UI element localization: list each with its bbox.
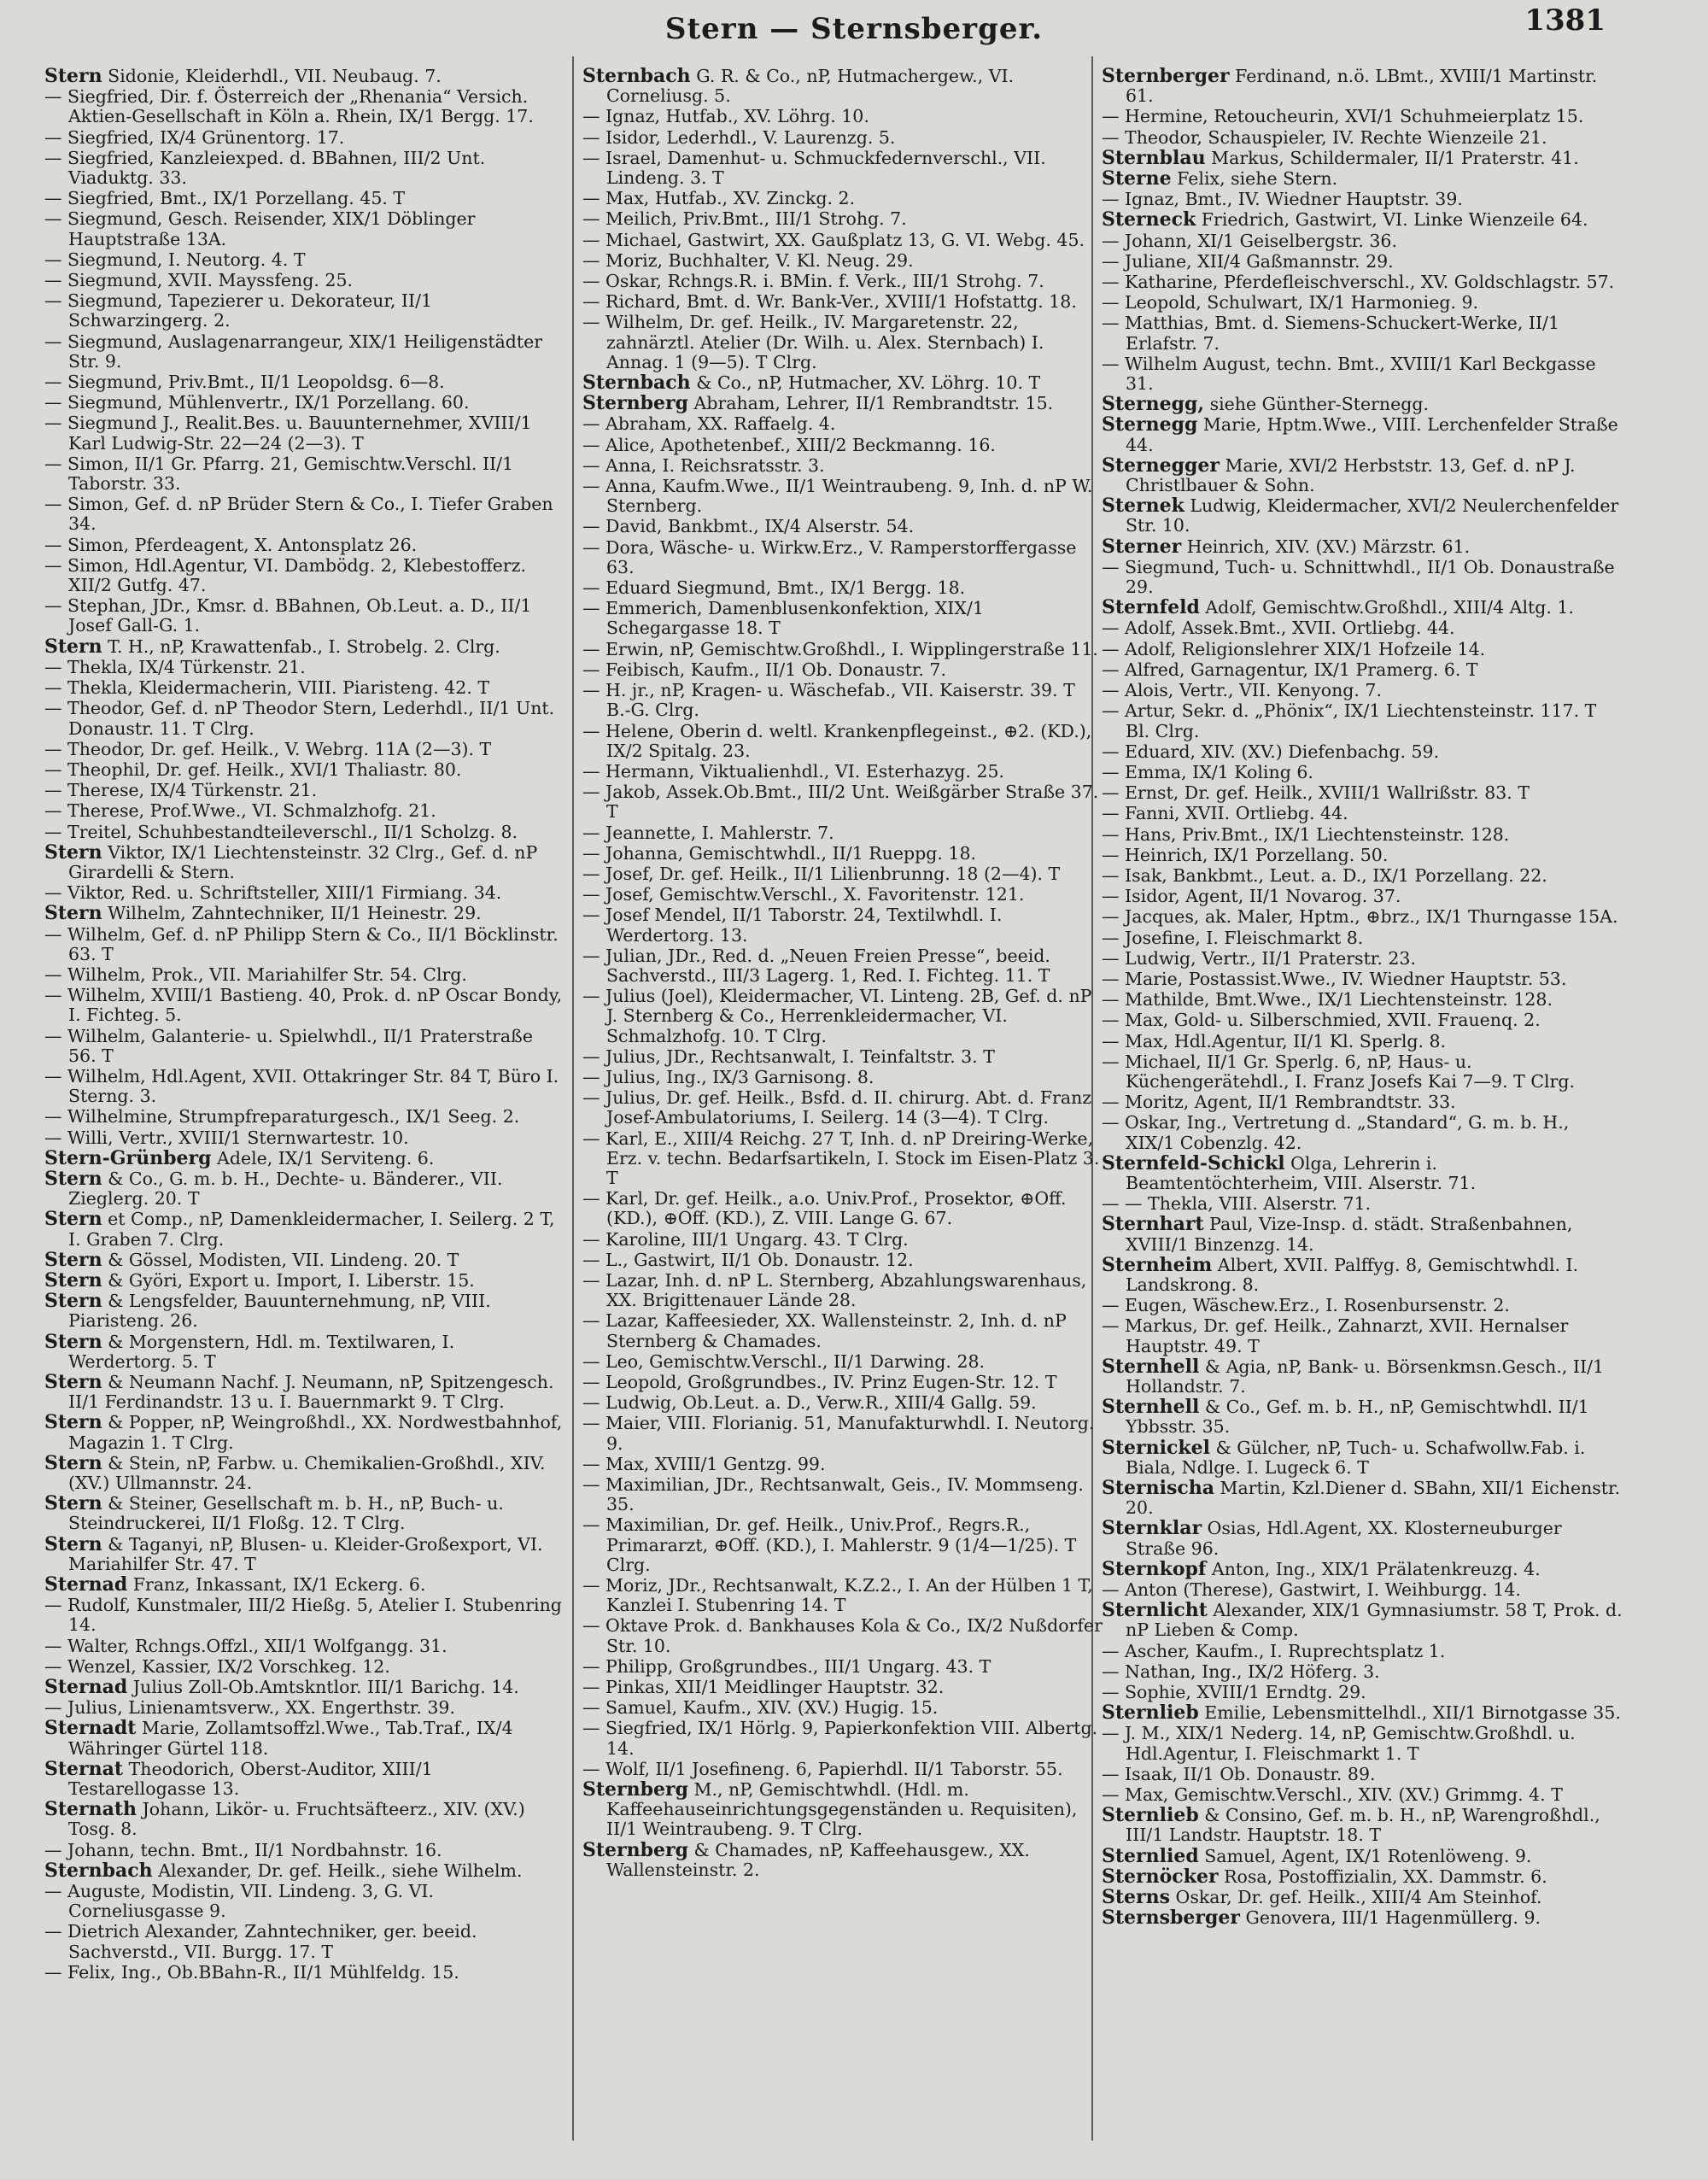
directory-entry: — Ignaz, Hutfab., XV. Löhrg. 10. bbox=[582, 106, 869, 127]
directory-entry: Sternat Theodorich, Oberst-Auditor, XIII/1 Testarellogasse 13. bbox=[44, 1757, 433, 1800]
directory-entry: — Michael, II/1 Gr. Sperlg. 6, nP, Haus- u. Küchengerätehdl., I. Franz Josefs Kai 7—9. T Clrg. bbox=[1102, 1051, 1575, 1092]
directory-entry: — Helene, Oberin d. weltl. Krankenpflegeinst., ⊕2. (KD.), IX/2 Spitalg. 23. bbox=[582, 720, 1092, 761]
directory-entry: — Siegmund, Gesch. Reisender, XIX/1 Döblinger Hauptstraße 13A. bbox=[44, 208, 476, 249]
directory-entry: Sternad Franz, Inkassant, IX/1 Eckerg. 6. bbox=[44, 1573, 426, 1596]
directory-entry: — Katharine, Pferdefleischverschl., XV. Goldschlagstr. 57. bbox=[1102, 272, 1615, 293]
directory-entry: — Simon, Hdl.Agentur, VI. Dambödg. 2, Klebestofferz. XII/2 Gutfg. 47. bbox=[44, 554, 527, 596]
directory-entry: — Maximilian, JDr., Rechtsanwalt, Geis., IV. Mommseng. 35. bbox=[582, 1474, 1084, 1515]
directory-entry: — Eduard Siegmund, Bmt., IX/1 Bergg. 18. bbox=[582, 577, 966, 599]
directory-entry: Sternegger Marie, XVI/2 Herbststr. 13, Gef. d. nP J. Christlbauer & Sohn. bbox=[1102, 454, 1576, 496]
directory-entry: — Richard, Bmt. d. Wr. Bank-Ver., XVIII/1 Hofstattg. 18. bbox=[582, 291, 1077, 313]
directory-entry: — Thekla, Kleidermacherin, VIII. Piaristeng. 42. T bbox=[44, 677, 490, 699]
directory-entry: — Willi, Vertr., XVIII/1 Sternwartestr. 10. bbox=[44, 1127, 409, 1148]
directory-entry: — Heinrich, IX/1 Porzellang. 50. bbox=[1102, 844, 1389, 865]
directory-entry: — Siegmund, I. Neutorg. 4. T bbox=[44, 249, 306, 270]
directory-entry: Stern & Lengsfelder, Bauunternehmung, nP, VIII. Piaristeng. 26. bbox=[44, 1290, 491, 1332]
directory-entry: — Wilhelm, XVIII/1 Bastieng. 40, Prok. d. nP Oscar Bondy, I. Fichteg. 5. bbox=[44, 985, 563, 1026]
directory-entry: — Karoline, III/1 Ungarg. 43. T Clrg. bbox=[582, 1228, 909, 1250]
directory-entry: — Marie, Postassist.Wwe., IV. Wiedner Hauptstr. 53. bbox=[1102, 968, 1567, 989]
directory-entry: — Leopold, Schulwart, IX/1 Harmonieg. 9. bbox=[1102, 292, 1479, 313]
directory-entry: Sterne Felix, siehe Stern. bbox=[1102, 167, 1338, 190]
directory-entry: — Oskar, Ing., Vertretung d. „Standard“, G. m. b. H., XIX/1 Cobenzlg. 42. bbox=[1102, 1112, 1570, 1153]
directory-entry: Sternsberger Genovera, III/1 Hagenmüllerg. 9. bbox=[1102, 1907, 1541, 1930]
directory-entry: — Felix, Ing., Ob.BBahn-R., II/1 Mühlfeldg. 15. bbox=[44, 1961, 459, 1983]
directory-entry: — Wilhelmine, Strumpfreparaturgesch., IX/1 Seeg. 2. bbox=[44, 1106, 520, 1128]
directory-entry: — Max, Hutfab., XV. Zinckg. 2. bbox=[582, 188, 856, 209]
directory-entry: — Treitel, Schuhbestandteileverschl., II/1 Scholzg. 8. bbox=[44, 821, 518, 842]
directory-entry: — Siegmund, Auslagenarrangeur, XIX/1 Heiligenstädter Str. 9. bbox=[44, 331, 543, 372]
directory-entry: Sterneck Friedrich, Gastwirt, VI. Linke Wienzeile 64. bbox=[1102, 208, 1588, 231]
directory-entry: — Leopold, Großgrundbes., IV. Prinz Eugen-Str. 12. T bbox=[582, 1372, 1057, 1392]
directory-entry: — Viktor, Red. u. Schriftsteller, XIII/1 Firmiang. 34. bbox=[44, 882, 502, 904]
directory-entry: Sternberger Ferdinand, n.ö. LBmt., XVIII/1 Martinstr. 61. bbox=[1102, 67, 1598, 107]
directory-entry: — Abraham, XX. Raffaelg. 4. bbox=[582, 413, 836, 435]
directory-entry: — — Thekla, VIII. Alserstr. 71. bbox=[1102, 1193, 1372, 1215]
directory-entry: — Alfred, Garnagentur, IX/1 Pramerg. 6. T bbox=[1102, 659, 1478, 680]
directory-entry: — Moriz, JDr., Rechtsanwalt, K.Z.2., I. An der Hülben 1 T, Kanzlei I. Stubenring 14. T bbox=[582, 1575, 1093, 1616]
directory-entry: — Dietrich Alexander, Zahntechniker, ger. beeid. Sachverstd., VII. Burgg. 17. T bbox=[44, 1921, 477, 1962]
directory-entry: Sternhell & Co., Gef. m. b. H., nP, Gemischtwhdl. II/1 Ybbsstr. 35. bbox=[1102, 1396, 1589, 1438]
directory-entry: — Johann, XI/1 Geiselbergstr. 36. bbox=[1102, 230, 1397, 251]
directory-entry: Stern & Steiner, Gesellschaft m. b. H., nP, Buch- u. Steindruckerei, II/1 Floßg. 12. T Clrg. bbox=[44, 1492, 504, 1534]
directory-entry: Sternbach & Co., nP, Hutmacher, XV. Löhrg. 10. T bbox=[582, 372, 1041, 395]
directory-entry: Sternberg & Chamades, nP, Kaffeehausgew., XX. Wallensteinstr. 2. bbox=[582, 1838, 1030, 1880]
directory-entry: — Simon, Pferdeagent, X. Antonsplatz 26. bbox=[44, 534, 418, 555]
directory-entry: — Isak, Bankbmt., Leut. a. D., IX/1 Porzellang. 22. bbox=[1102, 864, 1547, 886]
directory-entry: Sternhart Paul, Vize-Insp. d. städt. Straßenbahnen, XVIII/1 Binzenzg. 14. bbox=[1102, 1213, 1573, 1255]
directory-entry: — Hans, Priv.Bmt., IX/1 Liechtensteinstr. 128. bbox=[1102, 823, 1510, 845]
directory-entry: — Emmerich, Damenblusenkonfektion, XIX/1 Schegargasse 18. T bbox=[582, 598, 984, 639]
directory-entry: — Max, XVIII/1 Gentzg. 99. bbox=[582, 1453, 826, 1474]
directory-entry: — Adolf, Assek.Bmt., XVII. Ortliebg. 44. bbox=[1102, 618, 1455, 639]
directory-entry: Stern & Gössel, Modisten, VII. Lindeng. 20. T bbox=[44, 1248, 459, 1271]
directory-entry: Stern Sidonie, Kleiderhdl., VII. Neubaug. 7. bbox=[44, 67, 442, 87]
directory-entry: — Lazar, Kaffeesieder, XX. Wallensteinstr. 2, Inh. d. nP Sternberg & Chamades. bbox=[582, 1310, 1067, 1351]
directory-entry: Sternlicht Alexander, XIX/1 Gymnasiumstr. 58 T, Prok. d. nP Lieben & Comp. bbox=[1102, 1599, 1623, 1641]
directory-entry: — J. M., XIX/1 Nederg. 14, nP, Gemischtw.Großhdl. u. Hdl.Agentur, I. Fleischmarkt 1. T bbox=[1102, 1723, 1576, 1764]
directory-entry: Sternbach G. R. & Co., nP, Hutmachergew., VI. Corneliusg. 5. bbox=[582, 67, 1015, 107]
directory-entry: — Emma, IX/1 Koling 6. bbox=[1102, 761, 1313, 782]
directory-entry: — Therese, IX/4 Türkenstr. 21. bbox=[44, 780, 318, 801]
directory-entry: — Siegmund, Priv.Bmt., II/1 Leopoldsg. 6—8. bbox=[44, 372, 445, 393]
directory-entry: — Dora, Wäsche- u. Wirkw.Erz., V. Ramperstorffergasse 63. bbox=[582, 536, 1077, 577]
directory-entry: — Maximilian, Dr. gef. Heilk., Univ.Prof., Regrs.R., Primararzt, ⊕Off. (KD.), I. Mahlerstr. 9 (1/4—1/25). T Clrg. bbox=[582, 1514, 1077, 1575]
directory-entry: — Siegfried, IX/4 Grünentorg. 17. bbox=[44, 126, 345, 148]
directory-entry: Sternöcker Rosa, Postoffizialin, XX. Dammstr. 6. bbox=[1102, 1865, 1547, 1888]
directory-entry: — Meilich, Priv.Bmt., III/1 Strohg. 7. bbox=[582, 208, 907, 230]
directory-entry: — Siegfried, IX/1 Hörlg. 9, Papierkonfektion VIII. Albertg. 14. bbox=[582, 1718, 1098, 1759]
directory-entry: — Oktave Prok. d. Bankhauses Kola & Co., IX/2 Nußdorfer Str. 10. bbox=[582, 1615, 1103, 1656]
directory-entry: — Julius, Ing., IX/3 Garnisong. 8. bbox=[582, 1066, 874, 1087]
directory-entry: — Wilhelm, Prok., VII. Mariahilfer Str. 54. Clrg. bbox=[44, 964, 467, 985]
directory-entry: Stern & Stein, nP, Farbw. u. Chemikalien-Großhdl., XIV. (XV.) Ullmannstr. 24. bbox=[44, 1451, 546, 1494]
directory-entry: — Wilhelm, Hdl.Agent, XVII. Ottakringer Str. 84 T, Büro I. Sterng. 3. bbox=[44, 1065, 559, 1107]
directory-entry: — Johann, techn. Bmt., II/1 Nordbahnstr. 16. bbox=[44, 1839, 442, 1860]
directory-entry: — Theodor, Schauspieler, IV. Rechte Wienzeile 21. bbox=[1102, 126, 1547, 148]
directory-entry: — David, Bankbmt., IX/4 Alserstr. 54. bbox=[582, 516, 915, 537]
directory-entry: — Josef, Gemischtw.Verschl., X. Favoritenstr. 121. bbox=[582, 884, 1025, 905]
directory-entry: Sternberg Abraham, Lehrer, II/1 Rembrandtstr. 15. bbox=[582, 392, 1054, 415]
directory-entry: — Siegmund, Tuch- u. Schnittwhdl., II/1 Ob. Donaustraße 29. bbox=[1102, 556, 1615, 598]
directory-entry: — Auguste, Modistin, VII. Lindeng. 3, G. VI. Corneliusgasse 9. bbox=[44, 1881, 435, 1922]
directory-entry: — Karl, Dr. gef. Heilk., a.o. Univ.Prof., Prosektor, ⊕Off. (KD.), ⊕Off. (KD.), Z. VIII. Lange G. 67. bbox=[582, 1188, 1067, 1229]
directory-entry: — Theodor, Gef. d. nP Theodor Stern, Lederhdl., II/1 Unt. Donaustr. 11. T Clrg. bbox=[44, 698, 555, 739]
column-right bbox=[1102, 67, 1623, 2168]
directory-entry: — Oskar, Rchngs.R. i. BMin. f. Verk., III/1 Strohg. 7. bbox=[582, 271, 1044, 292]
directory-entry: — Max, Gold- u. Silberschmied, XVII. Frauenq. 2. bbox=[1102, 1010, 1541, 1031]
page-number: 1381 bbox=[1524, 3, 1606, 38]
directory-entry: — Maier, VIII. Florianig. 51, Manufakturwhdl. I. Neutorg. 9. bbox=[582, 1413, 1095, 1454]
directory-entry: — Adolf, Religionslehrer XIX/1 Hofzeile 14. bbox=[1102, 638, 1486, 659]
directory-entry: Stern & Taganyi, nP, Blusen- u. Kleider-Großexport, VI. Mariahilfer Str. 47. T bbox=[44, 1532, 543, 1574]
directory-entry: Sternegg Marie, Hptm.Wwe., VIII. Lerchenfelder Straße 44. bbox=[1102, 413, 1618, 455]
directory-entry: Sternickel & Gülcher, nP, Tuch- u. Schafwollw.Fab. i. Biala, Ndlge. I. Lugeck 6. T bbox=[1102, 1436, 1586, 1478]
directory-entry: — Wolf, II/1 Josefineng. 6, Papierhdl. II/1 Taborstr. 55. bbox=[582, 1758, 1063, 1779]
directory-entry: — Thekla, IX/4 Türkenstr. 21. bbox=[44, 656, 306, 677]
directory-entry: — H. jr., nP, Kragen- u. Wäschefab., VII. Kaiserstr. 39. T B.-G. Clrg. bbox=[582, 680, 1075, 721]
directory-entry: — Anna, Kaufm.Wwe., II/1 Weintraubeng. 9, Inh. d. nP W. Sternberg. bbox=[582, 476, 1093, 517]
directory-entry: Sternlieb Emilie, Lebensmittelhdl., XII/1 Birnotgasse 35. bbox=[1102, 1702, 1621, 1725]
directory-entry: — Ernst, Dr. gef. Heilk., XVIII/1 Wallrißstr. 83. T bbox=[1102, 782, 1530, 804]
directory-entry: — Stephan, JDr., Kmsr. d. BBahnen, Ob.Leut. a. D., II/1 Josef Gall-G. 1. bbox=[44, 595, 532, 636]
directory-entry: Stern Wilhelm, Zahntechniker, II/1 Heinestr. 29. bbox=[44, 902, 482, 925]
directory-entry: Sternfeld-Schickl Olga, Lehrerin i. Beamtentöchterheim, VIII. Alserstr. 71. bbox=[1102, 1151, 1477, 1193]
directory-entry: — Siegmund, XVII. Mayssfeng. 25. bbox=[44, 270, 354, 291]
directory-entry: — Hermann, Viktualienhdl., VI. Esterhazyg. 25. bbox=[582, 760, 1005, 782]
directory-entry: — Max, Hdl.Agentur, II/1 Kl. Sperlg. 8. bbox=[1102, 1030, 1447, 1051]
directory-entry: — Josef, Dr. gef. Heilk., II/1 Lilienbrunng. 18 (2—4). T bbox=[582, 863, 1061, 884]
column-divider bbox=[572, 56, 574, 2141]
directory-entry: Sternadt Marie, Zollamtsoffzl.Wwe., Tab.Traf., IX/4 Währinger Gürtel 118. bbox=[44, 1717, 513, 1759]
directory-entry: — Wilhelm, Galanterie- u. Spielwhdl., II/1 Praterstraße 56. T bbox=[44, 1025, 533, 1066]
directory-entry: Sternfeld Adolf, Gemischtw.Großhdl., XIII/4 Altg. 1. bbox=[1102, 596, 1574, 619]
directory-entry: — Karl, E., XIII/4 Reichg. 27 T, Inh. d. nP Dreiring-Werke, Erz. v. techn. Bedarfsartikeln, I. Stock im Eisen-Platz 3. T bbox=[582, 1128, 1100, 1188]
directory-entry: — Nathan, Ing., IX/2 Höferg. 3. bbox=[1102, 1661, 1380, 1682]
directory-entry: — Markus, Dr. gef. Heilk., Zahnarzt, XVII. Hernalser Hauptstr. 49. T bbox=[1102, 1315, 1569, 1356]
directory-entry: — Ludwig, Ob.Leut. a. D., Verw.R., XIII/4 Gallg. 59. bbox=[582, 1392, 1037, 1414]
directory-entry: Stern & Morgenstern, Hdl. m. Textilwaren, I. Werdertorg. 5. T bbox=[44, 1330, 455, 1372]
directory-entry: Stern & Popper, nP, Weingroßhdl., XX. Nordwestbahnhof, Magazin 1. T Clrg. bbox=[44, 1411, 563, 1453]
directory-entry: — Mathilde, Bmt.Wwe., IX/1 Liechtensteinstr. 128. bbox=[1102, 989, 1553, 1010]
directory-entry: — Philipp, Großgrundbes., III/1 Ungarg. 43. T bbox=[582, 1655, 991, 1677]
directory-entry: — Siegmund J., Realit.Bes. u. Bauunternehmer, XVIII/1 Karl Ludwig-Str. 22—24 (2—3). T bbox=[44, 413, 532, 454]
directory-entry: — Julian, JDr., Red. d. „Neuen Freien Presse“, beeid. Sachverstd., III/3 Lagerg. 1, Red. I. Fichteg. 11. T bbox=[582, 945, 1050, 986]
directory-entry: — Therese, Prof.Wwe., VI. Schmalzhofg. 21. bbox=[44, 800, 436, 822]
directory-entry: Sternklar Osias, Hdl.Agent, XX. Klosterneuburger Straße 96. bbox=[1102, 1517, 1562, 1559]
directory-entry: — Eugen, Wäschew.Erz., I. Rosenbursenstr. 2. bbox=[1102, 1295, 1510, 1316]
directory-entry: — Eduard, XIV. (XV.) Diefenbachg. 59. bbox=[1102, 741, 1440, 762]
directory-entry: — Isidor, Lederhdl., V. Laurenzg. 5. bbox=[582, 126, 896, 148]
directory-entry: — Ascher, Kaufm., I. Ruprechtsplatz 1. bbox=[1102, 1640, 1446, 1661]
directory-entry: — Moritz, Agent, II/1 Rembrandtstr. 33. bbox=[1102, 1092, 1456, 1113]
directory-entry: Sternbach Alexander, Dr. gef. Heilk., siehe Wilhelm. bbox=[44, 1859, 523, 1882]
directory-entry: — Moriz, Buchhalter, V. Kl. Neug. 29. bbox=[582, 249, 914, 271]
directory-entry: — Walter, Rchngs.Offzl., XII/1 Wolfgangg. 31. bbox=[44, 1635, 447, 1656]
directory-entry: — Isaak, II/1 Ob. Donaustr. 89. bbox=[1102, 1763, 1376, 1784]
directory-entry: Sternblau Markus, Schildermaler, II/1 Praterstr. 41. bbox=[1102, 146, 1579, 169]
directory-entry: — Israel, Damenhut- u. Schmuckfedernverschl., VII. Lindeng. 3. T bbox=[582, 147, 1046, 189]
column-left bbox=[44, 67, 565, 2168]
directory-entry: — L., Gastwirt, II/1 Ob. Donaustr. 12. bbox=[582, 1249, 914, 1270]
directory-entry: — Feibisch, Kaufm., II/1 Ob. Donaustr. 7. bbox=[582, 659, 946, 680]
directory-entry: — Jacques, ak. Maler, Hptm., ⊕brz., IX/1 Thurngasse 15A. bbox=[1102, 906, 1618, 928]
directory-entry: Stern & Györi, Export u. Import, I. Liberstr. 15. bbox=[44, 1268, 475, 1292]
directory-entry: — Julius, Linienamtsverw., XX. Engerthstr. 39. bbox=[44, 1697, 455, 1719]
directory-entry: — Theodor, Dr. gef. Heilk., V. Webrg. 11A (2—3). T bbox=[44, 738, 492, 759]
directory-entry: — Ignaz, Bmt., IV. Wiedner Hauptstr. 39. bbox=[1102, 189, 1463, 210]
directory-entry: Stern Viktor, IX/1 Liechtensteinstr. 32 Clrg., Gef. d. nP Girardelli & Stern. bbox=[44, 841, 538, 882]
directory-entry: — Josef Mendel, II/1 Taborstr. 24, Textilwhdl. I. Werdertorg. 13. bbox=[582, 905, 1003, 946]
directory-entry: Sternek Ludwig, Kleidermacher, XVI/2 Neulerchenfelder Str. 10. bbox=[1102, 495, 1619, 536]
directory-entry: Sternad Julius Zoll-Ob.Amtskntlor. III/1 Barichg. 14. bbox=[44, 1676, 519, 1699]
directory-entry: Sternlieb & Consino, Gef. m. b. H., nP, Warengroßhdl., III/1 Landstr. Hauptstr. 18. T bbox=[1102, 1804, 1600, 1846]
directory-entry: — Samuel, Kaufm., XIV. (XV.) Hugig. 15. bbox=[582, 1697, 939, 1719]
directory-entry: — Jeannette, I. Mahlerstr. 7. bbox=[582, 822, 834, 843]
directory-entry: — Siegmund, Mühlenvertr., IX/1 Porzellang. 60. bbox=[44, 392, 470, 413]
column-middle bbox=[582, 67, 1103, 2168]
directory-entry: — Artur, Sekr. d. „Phönix“, IX/1 Liechtensteinstr. 117. T Bl. Clrg. bbox=[1102, 700, 1597, 741]
directory-entry: Sternhell & Agia, nP, Bank- u. Börsenkmsn.Gesch., II/1 Hollandstr. 7. bbox=[1102, 1355, 1605, 1397]
directory-entry: Sterns Oskar, Dr. gef. Heilk., XIII/4 Am Steinhof. bbox=[1102, 1886, 1542, 1909]
directory-entry: Stern & Neumann Nachf. J. Neumann, nP, Spitzengesch. II/1 Ferdinandstr. 13 u. I. Bauernmarkt 9. T Clrg. bbox=[44, 1371, 554, 1413]
directory-entry: — Max, Gemischtw.Verschl., XIV. (XV.) Grimmg. 4. T bbox=[1102, 1784, 1563, 1806]
directory-entry: Stern T. H., nP, Krawattenfab., I. Strobelg. 2. Clrg. bbox=[44, 635, 500, 658]
directory-entry: — Hermine, Retoucheurin, XVI/1 Schuhmeierplatz 15. bbox=[1102, 106, 1584, 127]
directory-entry: — Julius, JDr., Rechtsanwalt, I. Teinfaltstr. 3. T bbox=[582, 1046, 995, 1067]
directory-entry: — Alice, Apothetenbef., XIII/2 Beckmanng. 16. bbox=[582, 434, 996, 455]
directory-entry: Sternkopf Anton, Ing., XIX/1 Prälatenkreuzg. 4. bbox=[1102, 1557, 1541, 1580]
directory-entry: — Siegfried, Kanzleiexped. d. BBahnen, III/2 Unt. Viaduktg. 33. bbox=[44, 147, 486, 189]
directory-entry: Sternischa Martin, Kzl.Diener d. SBahn, XII/1 Eichenstr. 20. bbox=[1102, 1477, 1621, 1519]
directory-entry: — Sophie, XVIII/1 Erndtg. 29. bbox=[1102, 1682, 1366, 1703]
directory-entry: — Johanna, Gemischtwhdl., II/1 Rueppg. 18. bbox=[582, 842, 977, 864]
directory-entry: — Siegfried, Dir. f. Österreich der „Rhenania“ Versich. Aktien-Gesellschaft in Köln a. Rhein, IX/1 Bergg. 17. bbox=[44, 86, 534, 127]
directory-entry: — Matthias, Bmt. d. Siemens-Schuckert-Werke, II/1 Erlafstr. 7. bbox=[1102, 313, 1559, 354]
directory-entry: Sternath Johann, Likör- u. Fruchtsäfteerz., XIV. (XV.) Tosg. 8. bbox=[44, 1798, 525, 1840]
directory-entry: — Pinkas, XII/1 Meidlinger Hauptstr. 32. bbox=[582, 1677, 945, 1698]
directory-entry: — Julius, Dr. gef. Heilk., Bsfd. d. II. chirurg. Abt. d. Franz Josef-Ambulatoriums, I. Seilerg. 14 (3—4). T Clrg. bbox=[582, 1087, 1092, 1128]
directory-entry: — Theophil, Dr. gef. Heilk., XVI/1 Thaliastr. 80. bbox=[44, 759, 462, 780]
directory-entry: — Simon, II/1 Gr. Pfarrg. 21, Gemischtw.Verschl. II/1 Taborstr. 33. bbox=[44, 453, 514, 495]
directory-entry: — Erwin, nP, Gemischtw.Großhdl., I. Wipplingerstraße 11. bbox=[582, 638, 1098, 659]
directory-entry: — Anna, I. Reichsratsstr. 3. bbox=[582, 454, 825, 476]
page-title: Stern — Sternsberger. bbox=[664, 12, 1044, 46]
directory-entry: — Siegmund, Tapezierer u. Dekorateur, II/1 Schwarzingerg. 2. bbox=[44, 290, 433, 331]
directory-entry: — Fanni, XVII. Ortliebg. 44. bbox=[1102, 803, 1348, 824]
directory-entry: — Isidor, Agent, II/1 Novarog. 37. bbox=[1102, 886, 1401, 907]
directory-entry: Sterner Heinrich, XIV. (XV.) Märzstr. 61. bbox=[1102, 535, 1471, 558]
directory-entry: — Wilhelm, Gef. d. nP Philipp Stern & Co., II/1 Böcklinstr. 63. T bbox=[44, 923, 559, 964]
directory-entry: — Rudolf, Kunstmaler, III/2 Hießg. 5, Atelier I. Stubenring 14. bbox=[44, 1595, 562, 1636]
directory-entry: — Ludwig, Vertr., II/1 Praterstr. 23. bbox=[1102, 947, 1416, 969]
directory-entry: — Anton (Therese), Gastwirt, I. Weihburgg. 14. bbox=[1102, 1579, 1521, 1601]
directory-entry: — Jakob, Assek.Ob.Bmt., III/2 Unt. Weißgärber Straße 37. T bbox=[582, 782, 1099, 823]
directory-entry: Stern et Comp., nP, Damenkleidermacher, I. Seilerg. 2 T, I. Graben 7. Clrg. bbox=[44, 1208, 555, 1250]
directory-entry: — Simon, Gef. d. nP Brüder Stern & Co., I. Tiefer Graben 34. bbox=[44, 494, 553, 535]
directory-entry: — Alois, Vertr., VII. Kenyong. 7. bbox=[1102, 680, 1382, 701]
directory-entry: — Siegfried, Bmt., IX/1 Porzellang. 45. T bbox=[44, 188, 406, 209]
directory-entry: Sternegg, siehe Günther-Sternegg. bbox=[1102, 393, 1430, 416]
directory-entry: Stern & Co., G. m. b. H., Dechte- u. Bänderer., VII. Zieglerg. 20. T bbox=[44, 1167, 503, 1210]
directory-entry: — Michael, Gastwirt, XX. Gaußplatz 13, G. VI. Webg. 45. bbox=[582, 229, 1085, 250]
directory-entry: — Wenzel, Kassier, IX/2 Vorschkeg. 12. bbox=[44, 1655, 390, 1677]
directory-entry: — Leo, Gemischtw.Verschl., II/1 Darwing. 28. bbox=[582, 1350, 986, 1372]
directory-entry: — Lazar, Inh. d. nP L. Sternberg, Abzahlungswarenhaus, XX. Brigittenauer Lände 28. bbox=[582, 1269, 1087, 1311]
directory-entry: Sternlied Samuel, Agent, IX/1 Rotenlöweng. 9. bbox=[1102, 1844, 1532, 1867]
directory-entry: — Josefine, I. Fleischmarkt 8. bbox=[1102, 927, 1364, 948]
directory-entry: — Julius (Joel), Kleidermacher, VI. Linteng. 2B, Gef. d. nP J. Sternberg & Co., Herrenkleidermacher, VI. Schmalzhofg. 10. T Clrg. bbox=[582, 986, 1092, 1046]
directory-entry: — Juliane, XII/4 Gaßmannstr. 29. bbox=[1102, 250, 1394, 272]
directory-entry: — Wilhelm August, techn. Bmt., XVIII/1 Karl Beckgasse 31. bbox=[1102, 353, 1596, 395]
directory-entry: Sternberg M., nP, Gemischtwhdl. (Hdl. m. Kaffeehauseinrichtungsgegenständen u. Requisiten), II/1 Weintraubeng. 9. T Clrg. bbox=[582, 1778, 1078, 1840]
directory-entry: — Wilhelm, Dr. gef. Heilk., IV. Margaretenstr. 22, zahnärztl. Atelier (Dr. Wilh. u. Alex. Sternbach) I. Annag. 1 (9—5). T Clrg. bbox=[582, 312, 1044, 372]
directory-entry: Stern-Grünberg Adele, IX/1 Serviteng. 6. bbox=[44, 1146, 435, 1169]
directory-entry: Sternheim Albert, XVII. Palffyg. 8, Gemischtwhdl. I. Landskrong. 8. bbox=[1102, 1253, 1579, 1295]
